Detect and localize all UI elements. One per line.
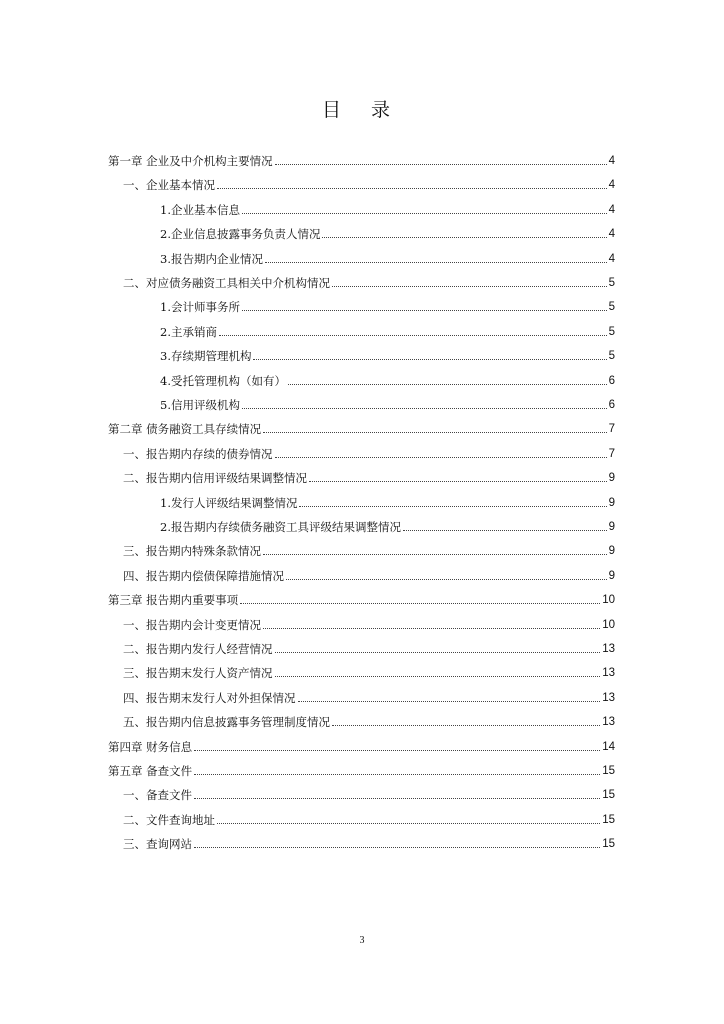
- toc-entry[interactable]: [123, 469, 615, 487]
- toc-leader-dots: [219, 335, 607, 336]
- toc-leader-dots: [194, 847, 600, 848]
- toc-entry-page: 14: [602, 740, 615, 753]
- toc-entry[interactable]: [108, 591, 615, 609]
- toc-entry[interactable]: [160, 347, 615, 365]
- toc-leader-dots: [263, 628, 600, 629]
- toc-entry-label: 1.发行人评级结果调整情况: [160, 495, 298, 510]
- toc-leader-dots: [242, 213, 607, 214]
- toc-entry-label: 二、报告期内发行人经营情况: [123, 642, 273, 656]
- toc-leader-dots: [332, 725, 600, 726]
- toc-entry-label: 第二章 债务融资工具存续情况: [108, 422, 262, 437]
- toc-leader-dots: [253, 359, 606, 360]
- toc-entry-label: 二、报告期内信用评级结果调整情况: [123, 471, 307, 486]
- toc-entry-label: 一、报告期内存续的债券情况: [123, 446, 273, 461]
- toc-entry-label: 4.受托管理机构（如有）: [160, 373, 286, 388]
- toc-entry-label: 三、查询网站: [123, 837, 192, 852]
- toc-entry[interactable]: [123, 176, 615, 194]
- toc-entry[interactable]: [160, 396, 615, 414]
- toc-leader-dots: [299, 506, 606, 507]
- toc-entry-page: 9: [608, 472, 615, 485]
- toc-entry-page: 10: [602, 594, 615, 607]
- toc-entry-page: 7: [608, 447, 615, 460]
- toc-entry-page: 5: [608, 350, 615, 363]
- toc-entry-label: 四、报告期内偿债保障措施情况: [123, 568, 284, 583]
- toc-entry[interactable]: [160, 250, 615, 268]
- toc-entry-label: 一、备查文件: [123, 788, 192, 803]
- toc-entry-label: 5.信用评级机构: [160, 398, 240, 412]
- toc-entry[interactable]: [160, 494, 615, 512]
- toc-entry-page: 4: [608, 155, 615, 167]
- toc-entry[interactable]: [123, 811, 615, 829]
- toc-entry-label: 二、对应债务融资工具相关中介机构情况: [123, 276, 330, 290]
- toc-entry[interactable]: [160, 225, 615, 243]
- toc-entry-page: 9: [608, 545, 615, 558]
- page-title: 目 录: [321, 99, 403, 121]
- toc-entry[interactable]: [160, 298, 615, 316]
- toc-entry[interactable]: [160, 372, 615, 390]
- toc-entry-label: 第四章 财务信息: [108, 739, 193, 754]
- toc-entry[interactable]: [160, 323, 615, 341]
- toc-entry[interactable]: [123, 640, 615, 658]
- toc-entry-page: 4: [608, 179, 615, 192]
- toc-entry-label: 二、文件查询地址: [123, 812, 215, 827]
- toc-leader-dots: [288, 384, 607, 385]
- toc-entry[interactable]: [108, 762, 615, 780]
- toc-entry[interactable]: [108, 420, 615, 438]
- toc-entry-page: 15: [602, 838, 615, 851]
- page-number: 3: [359, 935, 365, 946]
- toc-entry-page: 15: [602, 765, 615, 777]
- toc-entry[interactable]: [123, 786, 615, 804]
- toc-entry[interactable]: [123, 542, 615, 560]
- toc-entry-label: 2.主承销商: [160, 324, 217, 339]
- toc-entry-page: 5: [608, 325, 615, 338]
- toc-leader-dots: [194, 750, 600, 751]
- toc-leader-dots: [275, 457, 607, 458]
- toc-leader-dots: [403, 530, 607, 531]
- toc-entry-label: 三、报告期末发行人资产情况: [123, 666, 273, 681]
- toc-entry-page: 13: [602, 716, 615, 729]
- toc-entry[interactable]: [123, 274, 615, 292]
- toc-leader-dots: [275, 164, 607, 165]
- toc-leader-dots: [322, 237, 606, 238]
- toc-entry-page: 4: [608, 203, 615, 216]
- toc-entry[interactable]: [123, 689, 615, 707]
- toc-entry[interactable]: [123, 713, 615, 731]
- toc-entry-page: 6: [608, 374, 615, 387]
- toc-leader-dots: [298, 701, 601, 702]
- toc-entry-label: 一、报告期内会计变更情况: [123, 617, 261, 632]
- toc-entry[interactable]: [123, 664, 615, 682]
- toc-entry[interactable]: [108, 152, 615, 170]
- toc-leader-dots: [286, 579, 607, 580]
- toc-entry-label: 1.企业基本信息: [160, 202, 240, 217]
- toc-entry-page: 15: [602, 789, 615, 802]
- toc-entry-label: 第五章 备查文件: [108, 764, 193, 778]
- toc-leader-dots: [263, 554, 607, 555]
- toc-entry-label: 第三章 报告期内重要事项: [108, 593, 239, 608]
- toc-leader-dots: [217, 188, 607, 189]
- toc-entry-label: 第一章 企业及中介机构主要情况: [108, 154, 273, 168]
- toc-entry-page: 4: [608, 252, 615, 265]
- toc-entry[interactable]: [123, 567, 615, 585]
- toc-entry[interactable]: [160, 201, 615, 219]
- toc-entry-page: 4: [608, 228, 615, 241]
- toc-entry-label: 四、报告期末发行人对外担保情况: [123, 690, 296, 705]
- toc-entry-label: 一、企业基本情况: [123, 178, 215, 193]
- toc-entry-page: 13: [602, 691, 615, 704]
- toc-entry-label: 2.企业信息披露事务负责人情况: [160, 227, 321, 242]
- toc-entry-label: 五、报告期内信息披露事务管理制度情况: [123, 715, 330, 730]
- toc-entry-label: 3.存续期管理机构: [160, 349, 252, 364]
- toc-leader-dots: [263, 432, 606, 433]
- toc-entry-page: 7: [608, 423, 615, 436]
- toc-entry-label: 3.报告期内企业情况: [160, 251, 263, 266]
- toc-entry[interactable]: [123, 445, 615, 463]
- toc-leader-dots: [332, 286, 607, 287]
- toc-entry[interactable]: [108, 738, 615, 756]
- toc-entry-label: 三、报告期内特殊条款情况: [123, 544, 261, 559]
- toc-entry-label: 1.会计师事务所: [160, 300, 240, 315]
- toc-entry-label: 2.报告期内存续债务融资工具评级结果调整情况: [160, 520, 401, 534]
- toc-entry-page: 9: [608, 496, 615, 509]
- toc-leader-dots: [275, 652, 601, 653]
- toc-leader-dots: [240, 603, 600, 604]
- toc-entry-page: 9: [608, 521, 615, 533]
- toc-leader-dots: [275, 676, 601, 677]
- toc-entry-page: 5: [608, 277, 615, 289]
- toc-entry-page: 6: [608, 399, 615, 411]
- toc-leader-dots: [242, 310, 607, 311]
- toc-entry-page: 9: [608, 569, 615, 582]
- toc-entry-page: 10: [602, 618, 615, 631]
- toc-entry[interactable]: [160, 518, 615, 536]
- toc-leader-dots: [242, 408, 607, 409]
- toc-entry-page: 15: [602, 813, 615, 826]
- toc-leader-dots: [194, 798, 600, 799]
- toc-entry-page: 5: [608, 301, 615, 314]
- toc-leader-dots: [217, 823, 600, 824]
- toc-entry[interactable]: [123, 835, 615, 853]
- toc-entry-page: 13: [602, 667, 615, 680]
- toc-entry[interactable]: [123, 616, 615, 634]
- toc-entry-page: 13: [602, 643, 615, 655]
- toc-leader-dots: [309, 481, 607, 482]
- toc-leader-dots: [194, 774, 600, 775]
- toc-leader-dots: [265, 262, 607, 263]
